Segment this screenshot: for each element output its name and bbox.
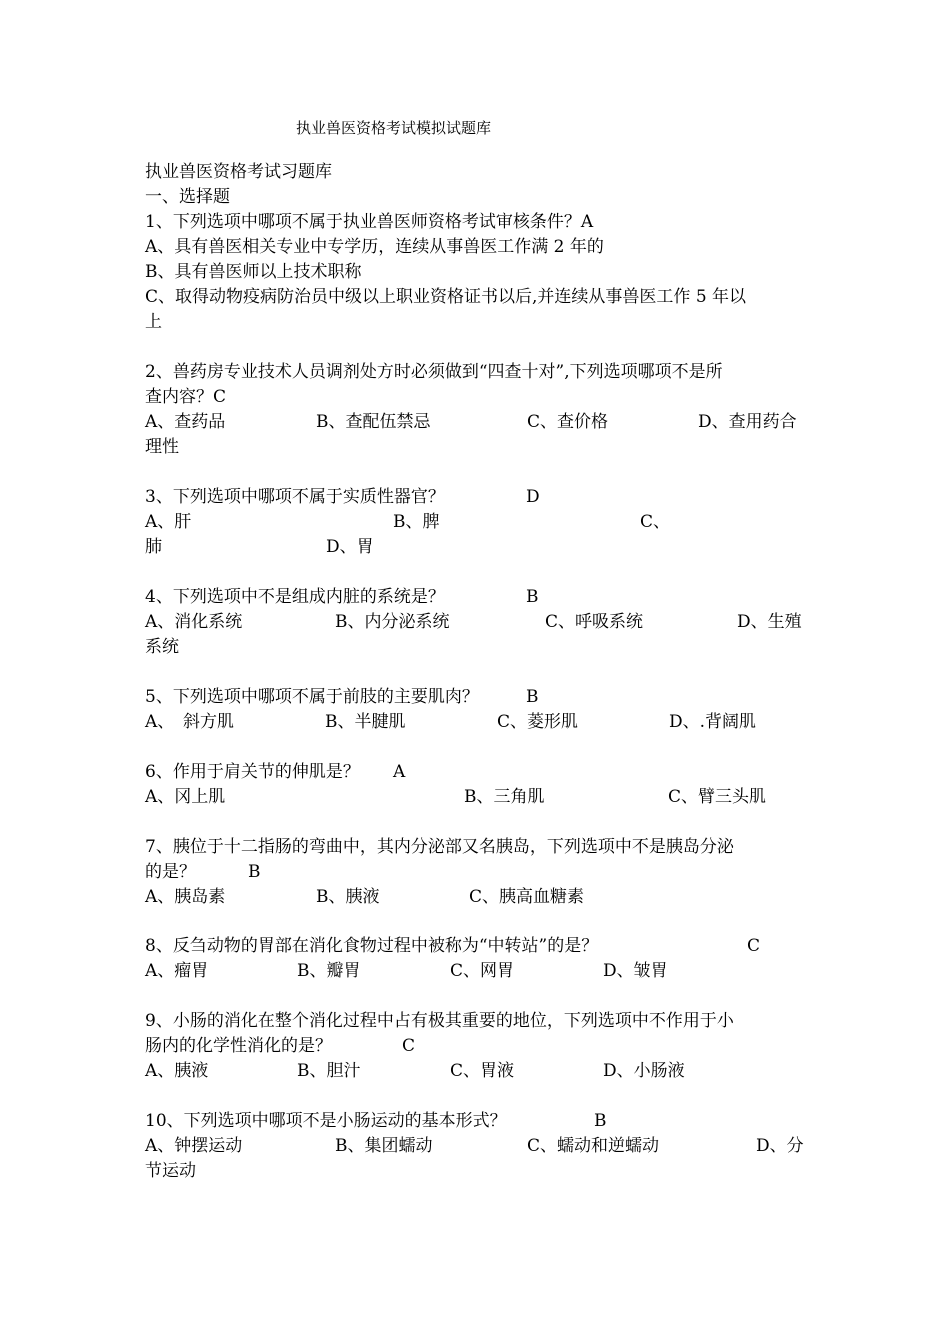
question-2-option-c: C、查价格 (527, 412, 609, 432)
question-6-option-b: B、三角肌 (464, 787, 545, 807)
question-7-stem-continued: 的是？ (145, 862, 196, 882)
question-3-option-d: D、胃 (326, 537, 374, 557)
question-9-option-a: A、胰液 (145, 1061, 209, 1081)
document-title: 执业兽医资格考试模拟试题库 (296, 119, 492, 137)
question-4-option-a: A、消化系统 (145, 612, 243, 632)
question-6-answer: A (393, 762, 406, 782)
question-8-answer: C (747, 936, 761, 956)
question-10-answer: B (594, 1111, 607, 1131)
question-4-option-b: B、内分泌系统 (335, 612, 450, 632)
question-4-option-d: D、生殖 (737, 612, 802, 632)
question-5-option-d: D、.背阔肌 (669, 712, 757, 732)
question-4-answer: B (526, 587, 539, 607)
question-5-answer: B (526, 687, 539, 707)
question-10-option-d-continued: 节运动 (145, 1161, 196, 1181)
question-9-stem-continued: 肠内的化学性消化的是？ (145, 1036, 332, 1056)
question-1-stem: 1、下列选项中哪项不属于执业兽医师资格考试审核条件？A (145, 212, 594, 232)
question-2-stem-continued: 查内容？C (145, 387, 227, 407)
question-4-stem: 4、下列选项中不是组成内脏的系统是？ (145, 587, 445, 607)
question-3-answer: D (526, 487, 540, 507)
question-2-option-a: A、查药品 (145, 412, 226, 432)
question-1-option-a: A、具有兽医相关专业中专学历，连续从事兽医工作满 2 年的 (145, 237, 604, 257)
section-heading: 一、选择题 (145, 187, 230, 207)
question-10-option-a: A、钟摆运动 (145, 1136, 243, 1156)
question-3-option-c: C、 (640, 512, 671, 532)
question-5-option-a: A、 (145, 712, 175, 732)
question-6-stem: 6、作用于肩关节的伸肌是？ (145, 762, 360, 782)
question-9-stem: 9、小肠的消化在整个消化过程中占有极其重要的地位，下列选项中不作用于小 (145, 1011, 734, 1031)
question-5-option-b: B、半腱肌 (325, 712, 406, 732)
question-10-option-b: B、集团蠕动 (335, 1136, 433, 1156)
question-6-option-c: C、臂三头肌 (668, 787, 767, 807)
question-3-stem: 3、下列选项中哪项不属于实质性器官？ (145, 487, 445, 507)
question-4-option-c: C、呼吸系统 (545, 612, 644, 632)
question-1-option-c-continued: 上 (145, 312, 162, 332)
question-2-option-b: B、查配伍禁忌 (316, 412, 431, 432)
question-1-option-b: B、具有兽医师以上技术职称 (145, 262, 362, 282)
question-7-stem: 7、胰位于十二指肠的弯曲中，其内分泌部又名胰岛，下列选项中不是胰岛分泌 (145, 837, 734, 857)
question-6-option-a: A、冈上肌 (145, 787, 226, 807)
question-3-option-b: B、脾 (393, 512, 440, 532)
question-8-option-a: A、瘤胃 (145, 961, 209, 981)
question-9-option-c: C、胃液 (450, 1061, 515, 1081)
question-5-option-a-text: 斜方肌 (183, 712, 234, 732)
question-7-answer: B (248, 862, 261, 882)
question-10-stem: 10、下列选项中哪项不是小肠运动的基本形式？ (145, 1111, 507, 1131)
question-5-option-c: C、菱形肌 (497, 712, 579, 732)
question-8-option-d: D、皱胃 (603, 961, 668, 981)
question-1-option-c: C、取得动物疫病防治员中级以上职业资格证书以后,并连续从事兽医工作 5 年以 (145, 287, 747, 307)
question-3-option-a: A、肝 (145, 512, 192, 532)
document-heading: 执业兽医资格考试习题库 (145, 162, 332, 182)
question-8-stem: 8、反刍动物的胃部在消化食物过程中被称为“中转站”的是？ (145, 936, 599, 956)
question-10-option-d: D、分 (756, 1136, 804, 1156)
question-9-option-d: D、小肠液 (603, 1061, 685, 1081)
question-5-stem: 5、下列选项中哪项不属于前肢的主要肌肉？ (145, 687, 479, 707)
question-3-option-c-continued: 肺 (145, 537, 162, 557)
question-10-option-c: C、蠕动和逆蠕动 (527, 1136, 660, 1156)
question-7-option-b: B、胰液 (316, 887, 380, 907)
question-2-option-d-continued: 理性 (145, 437, 179, 457)
question-9-answer: C (402, 1036, 416, 1056)
question-9-option-b: B、胆汁 (297, 1061, 361, 1081)
question-4-option-d-continued: 系统 (145, 637, 179, 657)
question-8-option-c: C、网胃 (450, 961, 515, 981)
question-2-option-d: D、查用药合 (698, 412, 797, 432)
question-8-option-b: B、瓣胃 (297, 961, 361, 981)
question-7-option-a: A、胰岛素 (145, 887, 226, 907)
question-7-option-c: C、胰高血糖素 (469, 887, 585, 907)
question-2-stem: 2、兽药房专业技术人员调剂处方时必须做到“四查十对”,下列选项哪项不是所 (145, 362, 723, 382)
